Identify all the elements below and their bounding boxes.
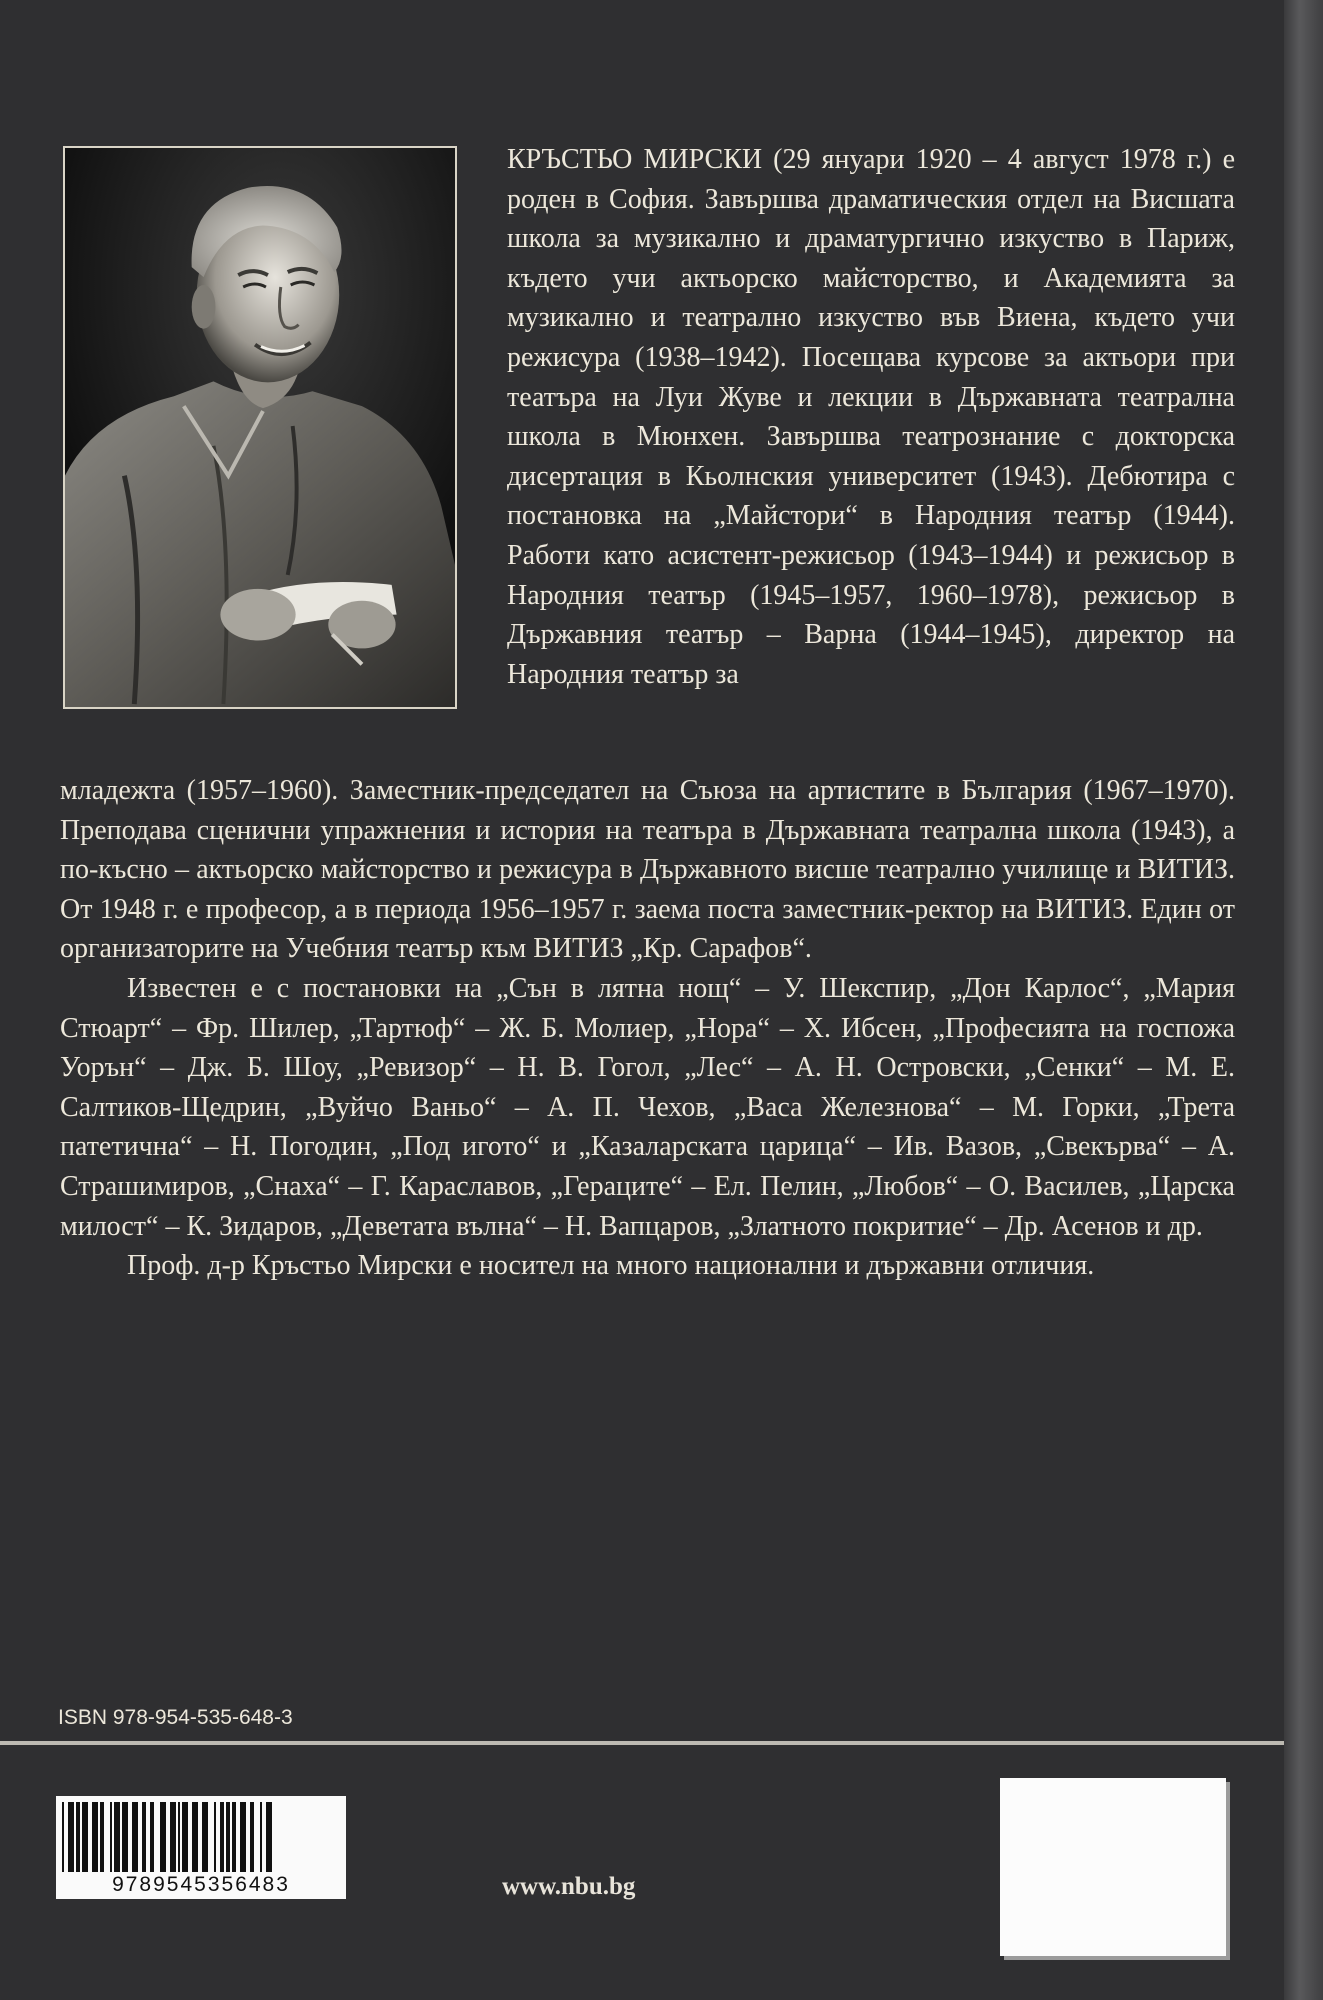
- barcode-bar: [68, 1802, 74, 1872]
- honors-paragraph: Проф. д-р Кръстьо Мирски е носител на много национални и държавни отличия.: [127, 1250, 1095, 1282]
- barcode-bar: [250, 1802, 254, 1872]
- biography-intro-paragraph: КРЪСТЬО МИРСКИ (29 януари 1920 – 4 август 1978 г.) е роден в София. Завършва драматическия отдел на Висшата школа за музикално и драматургично изкуство в Париж, където учи актьорско майсторство, и Академията за музикално и театрално изкуство във Виена, където учи режисура (1938–1942). Посещава курсове за актьори при театъра на Луи Жуве и лекции в Държавната театрална школа в Мюнхен. Завършва театрознание с докторска дисертация в Кьолнския университет (1943). Дебютира с постановка на „Майстори“ в Народния театър (1944). Работи като асистент-режисьор (1943–1944) и режисьор в Народния театър (1945–1957, 1960–1978), режисьор в Държавния театър – Варна (1944–1945), директор на Народния театър за: [507, 144, 1235, 690]
- barcode-bar: [202, 1802, 208, 1872]
- barcode-bar: [182, 1802, 188, 1872]
- barcode-bar: [260, 1802, 262, 1872]
- barcode-bar: [76, 1802, 80, 1872]
- barcode-bar: [150, 1802, 154, 1872]
- barcode-bar: [266, 1802, 272, 1872]
- biography-intro: [507, 140, 1235, 694]
- biography-continued-paragraph: младежта (1957–1960). Заместник-председател на Съюза на артистите в България (1967–1970). Преподава сценични упражнения и история на театъра в Държавната театрална школа (1943), а по-късно – актьорско майсторство и режисура в Държавното висше театрално училище и ВИТИЗ. От 1948 г. е професор, а в периода 1956–1957 г. заема поста заместник-ректор на ВИТИЗ. Един от организаторите на Учебния театър към ВИТИЗ „Кр. Сарафов“.: [60, 775, 1235, 965]
- barcode-bar: [214, 1802, 216, 1872]
- barcode-digits: 9789545356483: [112, 1873, 290, 1896]
- isbn-label: ISBN 978-954-535-648-3: [58, 1706, 293, 1729]
- barcode-bar: [122, 1802, 128, 1872]
- barcode-bar: [232, 1802, 236, 1872]
- barcode-bar: [192, 1802, 198, 1872]
- divider-line: [0, 1741, 1284, 1745]
- barcode-bar: [100, 1802, 104, 1872]
- productions-paragraph: Известен е с постановки на „Сън в лятна нощ“ – У. Шекспир, „Дон Карлос“, „Мария Стюарт“ – Фр. Шилер, „Тартюф“ – Ж. Б. Молиер, „Нора“ – Х. Ибсен, „Професията на госпожа Уорън“ – Дж. Б. Шоу, „Ревизор“ – Н. В. Гогол, „Лес“ – А. Н. Островски, „Сенки“ – М. Е. Салтиков-Щедрин, „Вуйчо Ваньо“ – А. П. Чехов, „Васа Железнова“ – М. Горки, „Трета патетична“ – Н. Погодин, „Под игото“ и „Казаларската царица“ – Ив. Вазов, „Свекърва“ – А. Страшимиров, „Снаха“ – Г. Караславов, „Гераците“ – Ел. Пелин, „Любов“ – О. Василев, „Царска милост“ – К. Зидаров, „Деветата вълна“ – Н. Вапцаров, „Златното покритие“ – Др. Асенов и др.: [60, 972, 1235, 1242]
- barcode-bar: [220, 1802, 224, 1872]
- biography-continued: [60, 771, 1235, 1286]
- barcode-bar: [114, 1802, 120, 1872]
- barcode-bar: [82, 1802, 88, 1872]
- book-spine-edge: [1284, 0, 1323, 2000]
- barcode-bar: [62, 1802, 64, 1872]
- price-sticker: [1000, 1778, 1226, 1956]
- barcode-bar: [160, 1802, 166, 1872]
- publisher-website: www.nbu.bg: [502, 1873, 636, 1900]
- barcode-bar: [142, 1802, 146, 1872]
- author-portrait: [63, 146, 457, 709]
- barcode-bars: [56, 1796, 346, 1876]
- barcode-bar: [132, 1802, 138, 1872]
- barcode-bar: [240, 1802, 246, 1872]
- isbn-barcode: [56, 1796, 346, 1899]
- barcode-bar: [226, 1802, 230, 1872]
- barcode-bar: [178, 1802, 180, 1872]
- barcode-bar: [92, 1802, 98, 1872]
- barcode-bar: [170, 1802, 176, 1872]
- barcode-bar: [110, 1802, 112, 1872]
